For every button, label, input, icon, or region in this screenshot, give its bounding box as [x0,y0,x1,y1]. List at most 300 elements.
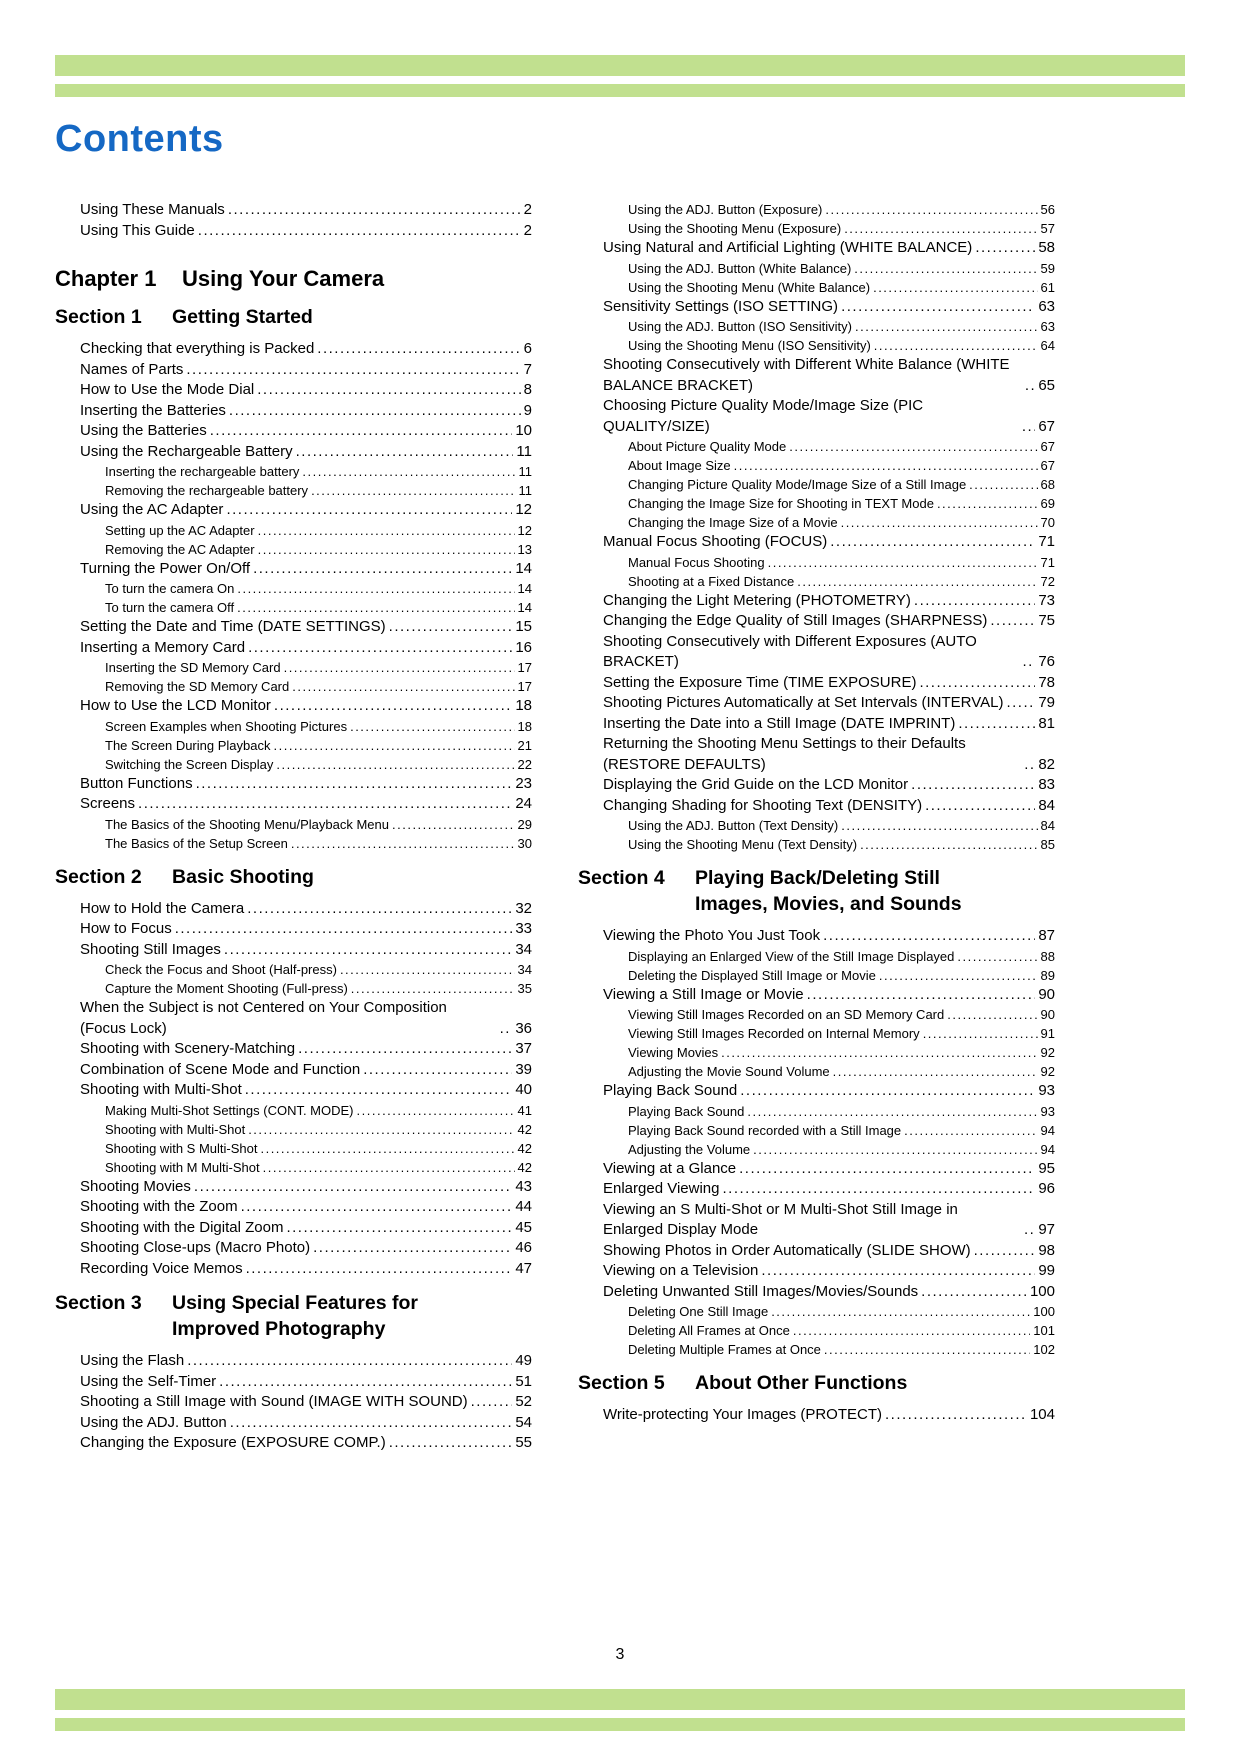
toc-columns [55,200,1055,1454]
toc-entry [578,1043,1055,1062]
toc-entry-label: Deleting Unwanted Still Images/Movies/Sounds [603,1282,919,1300]
dot-leader [351,979,515,998]
decorative-bar-top-thick [55,55,1185,76]
toc-entry-label: Using These Manuals [80,201,225,218]
toc-entry-label: Check the Focus and Shoot (Half-press) [105,962,337,977]
toc-entry [578,456,1055,475]
toc-entry [578,1200,1055,1241]
toc-entry-page-number: 69 [1040,496,1055,511]
dot-leader [350,717,514,736]
dot-leader [879,966,1038,985]
toc-entry-page-number: 24 [515,795,532,812]
toc-entry-page-number: 83 [1038,776,1055,793]
section-title: Basic Shooting [172,865,314,888]
toc-entry-label: Adjusting the Volume [628,1141,751,1157]
dot-leader [298,1039,512,1060]
toc-entry-label: Using the Shooting Menu (Text Density) [628,837,858,852]
toc-entry [55,1218,532,1239]
toc-entry-label: Using the ADJ. Button (Exposure) [628,202,823,217]
toc-entry-label: Changing Picture Quality Mode/Image Size of a Still Image [628,477,967,492]
toc-entry-label: Using the Shooting Menu (White Balance) [628,279,871,295]
dot-leader [947,1005,1037,1024]
toc-entry-page-number: 14 [517,600,532,615]
dot-leader [1025,376,1035,397]
toc-entry-label: How to Hold the Camera [80,899,245,917]
toc-entry-page-number: 33 [515,920,532,937]
toc-entry-page-number: 93 [1040,1103,1055,1119]
toc-entry-page-number: 47 [515,1259,532,1277]
dot-leader [273,736,514,755]
page-number: 3 [615,1646,625,1663]
toc-entry-label: Shooting a Still Image with Sound (IMAGE WITH SOUND) [80,1393,468,1410]
toc-entry-label: Shooting with Multi-Shot [80,1081,242,1098]
toc-entry-page-number: 17 [517,660,532,675]
toc-entry [578,714,1055,735]
section-title: Playing Back/Deleting Still Images, Movies, and Sounds [695,867,962,915]
toc-entry-page-number: 18 [515,697,532,714]
dot-leader [807,985,1036,1006]
section-heading [55,864,532,890]
toc-entry-page-number: 46 [515,1239,532,1256]
toc-entry [578,238,1055,259]
toc-entry-page-number: 104 [1029,1406,1055,1423]
toc-entry-label: Screens [80,795,136,812]
toc-entry [55,1197,532,1218]
toc-entry [55,755,532,774]
dot-leader [873,278,1037,297]
toc-entry-page-number: 67 [1038,417,1055,435]
toc-entry-label: Playing Back Sound recorded with a Still Image [628,1122,902,1138]
toc-entry-label: Returning the Shooting Menu Settings to their Defaults (RESTORE DEFAULTS) [603,735,966,773]
toc-entry [578,1405,1055,1426]
toc-entry [55,638,532,659]
section-title: Getting Started [172,306,313,328]
toc-entry-label: Shooting Pictures Automatically at Set Intervals (INTERVAL) [603,694,1004,711]
toc-entry [55,1351,532,1372]
dot-leader [392,815,515,834]
dot-leader [721,1043,1037,1062]
toc-column-left [55,200,532,1454]
dot-leader [138,794,512,815]
dot-leader [471,1392,513,1413]
toc-entry-page-number: 95 [1038,1159,1055,1177]
toc-entry-label: Displaying an Enlarged View of the Still Image Displayed [628,948,955,964]
toc-entry-label: Playing Back Sound [603,1082,738,1099]
toc-entry-label: To turn the camera On [105,581,235,596]
dot-leader [919,673,1035,694]
toc-entry-label: Recording Voice Memos [80,1259,243,1277]
toc-entry-label: Enlarged Viewing [603,1180,720,1197]
decorative-bar-bottom-thin [55,1718,1185,1731]
dot-leader [258,540,515,559]
toc-entry-page-number: 89 [1040,967,1055,983]
toc-entry-page-number: 88 [1040,948,1055,964]
chapter-title: Using Your Camera [182,266,385,291]
dot-leader [957,947,1037,966]
toc-entry-label: Capture the Moment Shooting (Full-press) [105,981,348,996]
toc-entry-label: Inserting the SD Memory Card [105,660,281,675]
dot-leader [824,1340,1030,1359]
toc-entry [55,1080,532,1101]
toc-entry-label: Viewing at a Glance [603,1159,737,1177]
toc-entry [55,221,532,242]
dot-leader [357,1101,515,1120]
toc-entry-page-number: 17 [517,679,532,694]
dot-leader [237,598,514,617]
section-number: Section 1 [55,306,142,328]
toc-entry-page-number: 93 [1038,1082,1055,1099]
toc-entry-page-number: 61 [1040,279,1055,295]
toc-entry-page-number: 54 [515,1413,532,1431]
dot-leader [975,238,1035,259]
toc-entry [55,899,532,920]
page-title: Contents [55,118,224,160]
dot-leader [753,1140,1037,1159]
toc-entry-label: Deleting All Frames at Once [628,1323,790,1338]
dot-leader [923,1024,1038,1043]
toc-entry-label: When the Subject is not Centered on Your Composition (Focus Lock) [80,999,447,1037]
toc-entry-label: About Image Size [628,458,731,473]
dot-leader [286,1218,512,1239]
toc-entry [578,947,1055,966]
toc-entry-page-number: 8 [523,381,532,398]
toc-entry-label: Viewing Movies [628,1045,719,1060]
toc-entry [55,540,532,559]
toc-entry [55,979,532,998]
toc-entry-label: Changing Shading for Shooting Text (DENSITY) [603,796,923,814]
toc-entry-page-number: 71 [1038,533,1055,550]
toc-entry [578,317,1055,336]
dot-leader [500,1019,513,1040]
toc-entry-label: Names of Parts [80,360,184,378]
toc-entry [578,966,1055,985]
toc-entry [55,1060,532,1081]
dot-leader [229,401,521,422]
toc-entry-label: Viewing a Still Image or Movie [603,985,804,1003]
toc-entry-page-number: 99 [1038,1262,1055,1279]
toc-entry [578,796,1055,817]
toc-entry-label: How to Focus [80,920,172,937]
toc-entry [578,632,1055,673]
toc-entry [578,835,1055,854]
toc-entry-label: Switching the Screen Display [105,756,274,772]
toc-entry-page-number: 9 [523,401,532,419]
section-heading [55,1290,532,1342]
toc-entry [55,1120,532,1139]
toc-entry-label: Choosing Picture Quality Mode/Image Size (PIC QUALITY/SIZE) [603,397,924,435]
toc-entry [578,1121,1055,1140]
toc-entry-label: Viewing the Photo You Just Took [603,927,821,944]
toc-entry-page-number: 35 [517,981,532,996]
toc-entry [55,421,532,442]
toc-entry [578,513,1055,532]
toc-entry-label: Using the Shooting Menu (Exposure) [628,221,842,236]
dot-leader [1022,652,1035,673]
toc-entry-label: Using the Rechargeable Battery [80,442,293,460]
dot-leader [1006,693,1035,714]
toc-entry-label: Manual Focus Shooting [628,554,765,570]
dot-leader [841,297,1035,318]
toc-entry-page-number: 65 [1038,376,1055,394]
toc-entry-page-number: 29 [517,816,532,832]
toc-entry-label: How to Use the Mode Dial [80,381,255,398]
toc-entry-label: Manual Focus Shooting (FOCUS) [603,533,828,550]
toc-entry-label: How to Use the LCD Monitor [80,697,271,714]
section-number: Section 3 [55,1292,142,1314]
dot-leader [228,200,521,221]
toc-entry-page-number: 85 [1040,837,1055,852]
toc-entry-label: Shooting with Scenery-Matching [80,1040,296,1057]
dot-leader [248,1120,514,1139]
toc-entry-page-number: 45 [515,1218,532,1236]
dot-leader [340,960,515,979]
toc-entry-label: Using the Shooting Menu (ISO Sensitivity) [628,338,871,353]
toc-entry-page-number: 14 [515,559,532,577]
toc-entry [55,736,532,755]
dot-leader [292,677,514,696]
toc-entry-page-number: 67 [1040,458,1055,473]
dot-leader [841,816,1037,835]
toc-entry [55,617,532,638]
toc-entry-page-number: 30 [517,835,532,851]
toc-entry-page-number: 58 [1038,239,1055,256]
toc-entry-page-number: 91 [1040,1026,1055,1041]
toc-entry-label: Changing the Light Metering (PHOTOMETRY) [603,591,911,609]
toc-entry [55,500,532,521]
toc-entry [578,1321,1055,1340]
toc-entry-label: Combination of Scene Mode and Function [80,1060,361,1078]
toc-entry-page-number: 11 [516,442,532,460]
dot-leader [768,553,1038,572]
dot-leader [389,1433,513,1454]
toc-entry-label: Using the ADJ. Button (ISO Sensitivity) [628,319,852,334]
dot-leader [761,1261,1035,1282]
section-heading [578,865,1055,917]
toc-entry-label: Using the ADJ. Button [80,1413,227,1431]
toc-entry [55,1139,532,1158]
dot-leader [1022,417,1036,438]
toc-entry [578,475,1055,494]
toc-entry-page-number: 94 [1040,1141,1055,1157]
toc-entry [578,297,1055,318]
toc-entry-page-number: 78 [1038,673,1055,691]
toc-entry [578,1005,1055,1024]
toc-entry [578,1159,1055,1180]
dot-leader [925,796,1035,817]
toc-entry [578,1081,1055,1102]
toc-entry [578,816,1055,835]
toc-entry-label: Inserting the rechargeable battery [105,464,300,479]
toc-entry [55,1413,532,1434]
toc-entry-label: Shooting Still Images [80,940,221,958]
dot-leader [224,940,512,961]
toc-entry [55,998,532,1039]
dot-leader [246,1259,513,1280]
toc-entry-label: Viewing Still Images Recorded on an SD Memory Card [628,1007,945,1022]
toc-entry-label: Using the Batteries [80,422,207,439]
dot-leader [747,1102,1037,1121]
dot-leader [311,481,515,500]
toc-entry-page-number: 37 [515,1040,532,1057]
dot-leader [194,1177,512,1198]
toc-entry-label: Viewing on a Television [603,1262,759,1279]
toc-entry-page-number: 18 [517,718,532,734]
toc-entry [55,794,532,815]
dot-leader [1024,1220,1035,1241]
toc-entry-label: Removing the rechargeable battery [105,483,309,498]
toc-entry-label: Changing the Image Size for Shooting in TEXT Mode [628,496,934,511]
toc-entry-page-number: 82 [1038,755,1055,773]
toc-entry [55,462,532,481]
toc-entry-page-number: 12 [515,501,532,518]
toc-entry-page-number: 44 [515,1198,532,1215]
toc-entry-page-number: 100 [1029,1282,1055,1300]
toc-entry [55,380,532,401]
toc-entry-label: Using the Flash [80,1352,185,1369]
toc-entry-page-number: 59 [1040,260,1055,276]
toc-entry [578,553,1055,572]
toc-entry [578,259,1055,278]
dot-leader [722,1179,1035,1200]
toc-entry-page-number: 63 [1038,297,1055,315]
section-title: Using Special Features for Improved Photography [172,1292,418,1340]
toc-entry-page-number: 43 [515,1177,532,1195]
toc-entry-label: Shooting Consecutively with Different Exposures (AUTO BRACKET) [603,632,977,670]
toc-entry-page-number: 63 [1040,319,1055,334]
toc-entry-label: The Basics of the Setup Screen [105,835,288,851]
toc-entry [578,336,1055,355]
toc-entry-page-number: 57 [1040,221,1055,236]
toc-entry-label: Using the ADJ. Button (White Balance) [628,260,852,276]
toc-entry [55,919,532,940]
toc-entry [578,494,1055,513]
toc-column-right [578,200,1055,1454]
toc-entry-page-number: 90 [1040,1007,1055,1022]
toc-entry-label: The Basics of the Shooting Menu/Playback Menu [105,816,389,832]
toc-entry-page-number: 32 [515,899,532,917]
toc-entry-label: To turn the camera Off [105,600,235,615]
toc-entry [578,734,1055,775]
toc-entry-page-number: 40 [515,1081,532,1098]
dot-leader [860,835,1037,854]
dot-leader [276,755,514,774]
dot-leader [1024,755,1035,776]
dot-leader [241,1197,513,1218]
decorative-bar-bottom-thick [55,1689,1185,1710]
toc-entry [578,278,1055,297]
toc-entry [55,521,532,540]
toc-entry [578,1102,1055,1121]
toc-entry-page-number: 94 [1040,1122,1055,1138]
toc-entry-label: Setting the Date and Time (DATE SETTINGS) [80,618,386,635]
dot-leader [771,1302,1030,1321]
toc-entry [55,940,532,961]
dot-leader [885,1405,1027,1426]
toc-entry-label: Screen Examples when Shooting Pictures [105,718,348,734]
toc-entry-label: Displaying the Grid Guide on the LCD Monitor [603,776,909,793]
dot-leader [196,774,513,795]
toc-entry-page-number: 76 [1038,653,1055,670]
dot-leader [245,1080,513,1101]
toc-entry [55,696,532,717]
toc-entry-page-number: 55 [515,1434,532,1451]
toc-entry [55,1238,532,1259]
toc-entry-label: Viewing an S Multi-Shot or M Multi-Shot Still Image in Enlarged Display Mode [603,1200,958,1238]
dot-leader [937,494,1038,513]
dot-leader [237,579,514,598]
toc-entry-page-number: 79 [1038,694,1055,711]
dot-leader [186,360,520,381]
section-number: Section 5 [578,1372,665,1394]
toc-entry-page-number: 71 [1040,554,1055,570]
toc-entry [578,437,1055,456]
toc-entry [55,1101,532,1120]
toc-entry [55,1433,532,1454]
toc-entry-page-number: 22 [517,756,532,772]
toc-entry-page-number: 42 [517,1121,532,1137]
toc-entry-label: Setting the Exposure Time (TIME EXPOSURE) [603,673,917,691]
toc-entry [55,658,532,677]
toc-entry-label: Changing the Exposure (EXPOSURE COMP.) [80,1434,386,1451]
toc-entry-label: Shooting Consecutively with Different White Balance (WHITE BALANCE BRACKET) [603,356,1010,394]
toc-entry-page-number: 75 [1038,612,1055,629]
dot-leader [253,559,512,580]
toc-entry-page-number: 2 [523,221,532,239]
toc-entry-page-number: 34 [515,940,532,958]
toc-entry [578,1062,1055,1081]
toc-entry-page-number: 97 [1038,1221,1055,1238]
toc-entry-page-number: 36 [515,1019,532,1037]
dot-leader [844,219,1037,238]
dot-leader [874,336,1038,355]
toc-entry-page-number: 41 [517,1102,532,1118]
dot-leader [313,1238,512,1259]
dot-leader [797,572,1037,591]
toc-entry-label: Shooting with the Zoom [80,1198,238,1215]
toc-entry-page-number: 34 [517,962,532,977]
toc-entry [578,673,1055,694]
dot-leader [914,591,1035,612]
toc-entry [55,360,532,381]
toc-entry-page-number: 68 [1040,477,1055,492]
section-number: Section 2 [55,865,142,888]
toc-entry-label: Inserting a Memory Card [80,638,246,656]
toc-entry-label: Adjusting the Movie Sound Volume [628,1064,830,1079]
dot-leader [274,696,512,717]
toc-entry-label: Checking that everything is Packed [80,340,315,357]
toc-entry [55,442,532,463]
toc-entry-page-number: 10 [515,422,532,439]
toc-entry [578,219,1055,238]
dot-leader [263,1158,515,1177]
toc-entry-label: About Picture Quality Mode [628,439,787,454]
toc-entry-label: Shooting with S Multi-Shot [105,1140,258,1156]
dot-leader [974,1241,1036,1262]
toc-entry-page-number: 16 [515,638,532,656]
toc-entry-label: Inserting the Batteries [80,401,226,419]
dot-leader [855,317,1038,336]
toc-entry [578,1024,1055,1043]
toc-entry-label: Button Functions [80,774,193,792]
dot-leader [793,1321,1030,1340]
dot-leader [187,1351,512,1372]
toc-entry-page-number: 92 [1040,1045,1055,1060]
dot-leader [833,1062,1038,1081]
toc-entry-page-number: 7 [523,360,532,378]
toc-entry [55,339,532,360]
dot-leader [247,899,512,920]
toc-entry-label: Shooting with Multi-Shot [105,1121,246,1137]
